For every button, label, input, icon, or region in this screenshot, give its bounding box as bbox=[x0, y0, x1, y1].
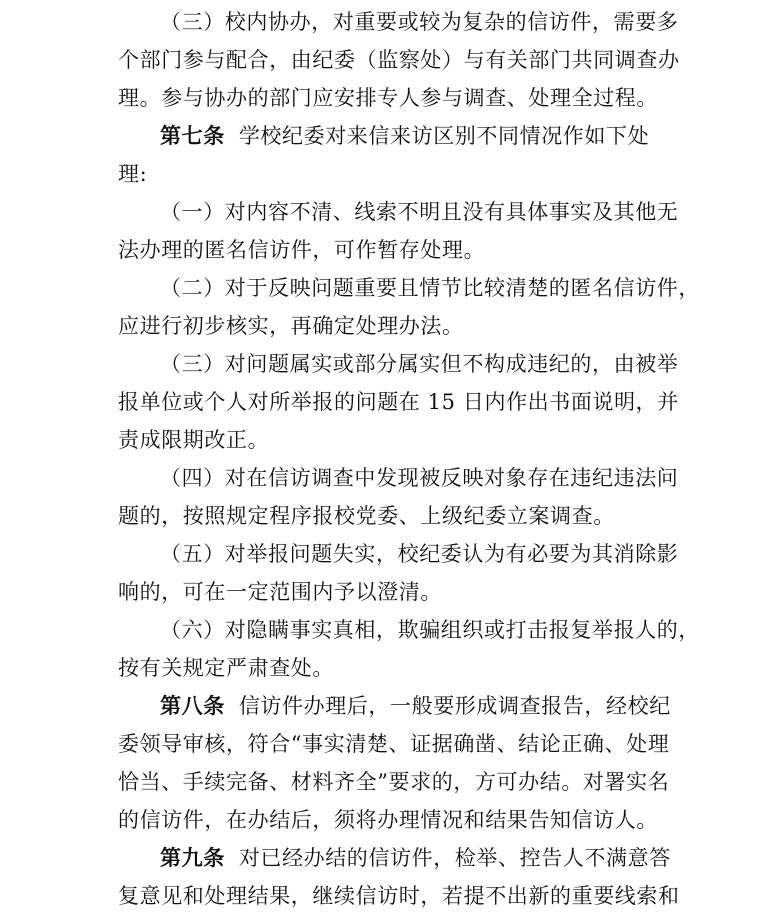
paragraph-line: （五）对举报问题失实，校纪委认为有必要为其消除影 bbox=[160, 542, 679, 566]
paragraph-line: （二）对于反映问题重要且情节比较清楚的匿名信访件， bbox=[160, 276, 700, 300]
paragraph-line: 法办理的匿名信访件，可作暂存处理。 bbox=[118, 238, 486, 262]
article-heading: 第九条 bbox=[160, 846, 225, 870]
paragraph-line: 按有关规定严肃查处。 bbox=[118, 656, 334, 680]
paragraph-line: （六）对隐瞒事实真相，欺骗组织或打击报复举报人的， bbox=[160, 618, 700, 642]
paragraph-line: 题的，按照规定程序报校党委、上级纪委立案调查。 bbox=[118, 504, 615, 528]
paragraph-line: 委领导审核，符合“事实清楚、证据确凿、结论正确、处理 bbox=[118, 732, 670, 756]
paragraph-line: 报单位或个人对所举报的问题在 15 日内作出书面说明，并 bbox=[118, 390, 679, 414]
article-heading: 第八条 bbox=[160, 694, 225, 718]
paragraph-line: （三）校内协办，对重要或较为复杂的信访件，需要多 bbox=[160, 10, 679, 34]
paragraph-line: 理: bbox=[118, 162, 148, 186]
article-7-line bbox=[160, 117, 720, 155]
paragraph-line: 责成限期改正。 bbox=[118, 428, 270, 452]
article-text: 学校纪委对来信来访区别不同情况作如下处 bbox=[238, 124, 650, 148]
article-heading: 第七条 bbox=[160, 124, 225, 148]
paragraph-line: 理。参与协办的部门应安排专人参与调查、处理全过程。 bbox=[118, 86, 658, 110]
paragraph-line: （三）对问题属实或部分属实但不构成违纪的，由被举 bbox=[160, 352, 679, 376]
paragraph-line: （四）对在信访调查中发现被反映对象存在违纪违法问 bbox=[160, 466, 679, 490]
paragraph-line: （一）对内容不清、线索不明且没有具体事实及其他无 bbox=[160, 200, 679, 224]
article-9-line bbox=[160, 839, 720, 877]
paragraph-line: 复意见和处理结果，继续信访时，若提不出新的重要线索和 bbox=[118, 884, 680, 908]
article-text: 信访件办理后，一般要形成调查报告，经校纪 bbox=[238, 694, 671, 718]
paragraph-line: 的信访件，在办结后，须将办理情况和结果告知信访人。 bbox=[118, 808, 658, 832]
article-text: 对已经办结的信访件，检举、控告人不满意答 bbox=[238, 846, 671, 870]
article-8-line bbox=[160, 687, 720, 725]
paragraph-line: 应进行初步核实，再确定处理办法。 bbox=[118, 314, 464, 338]
paragraph-line: 响的，可在一定范围内予以澄清。 bbox=[118, 580, 442, 604]
paragraph-line: 个部门参与配合，由纪委（监察处）与有关部门共同调查办 bbox=[118, 48, 680, 72]
paragraph-line: 恰当、手续完备、材料齐全”要求的，方可办结。对署实名 bbox=[118, 770, 670, 794]
